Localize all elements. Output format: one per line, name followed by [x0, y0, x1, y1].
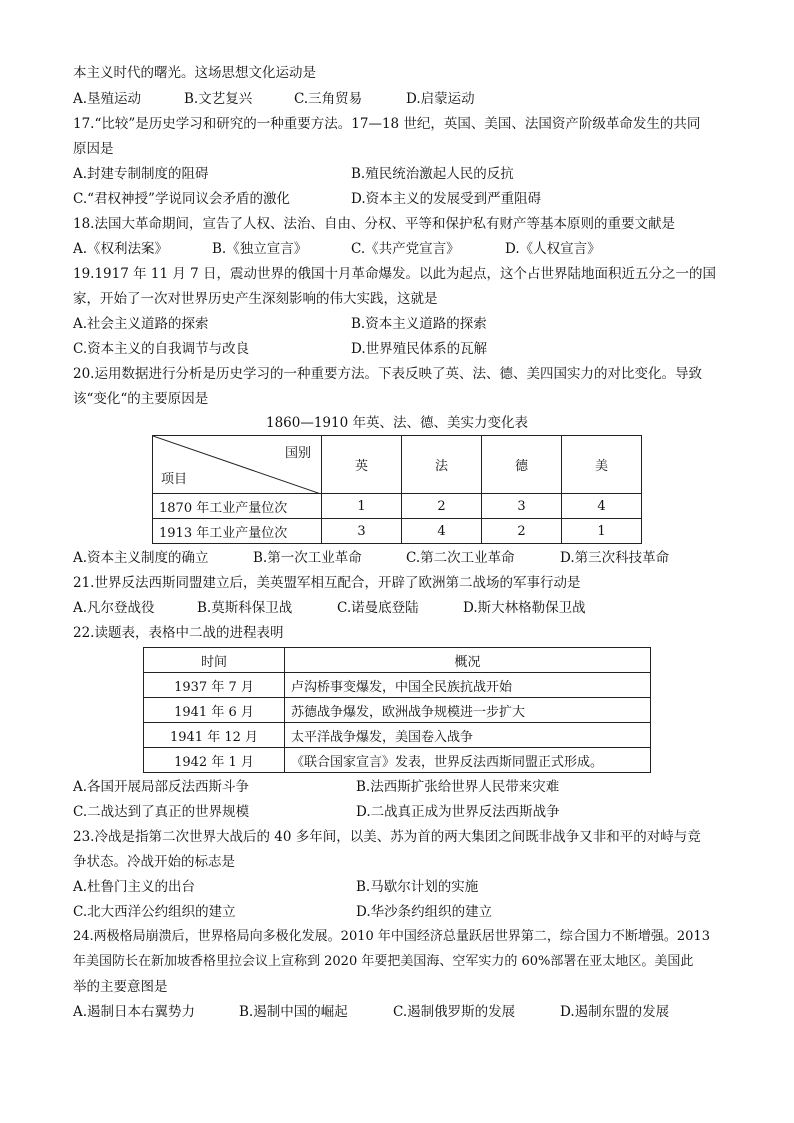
q22-option-c: C.二战达到了真正的世界规模	[73, 804, 250, 820]
table-row	[144, 748, 651, 773]
q24-stem-line2: 年美国防长在新加坡香格里拉会议上宣称到 2020 年要把美国海、空军实力的 60%部署在亚太地区。美国此	[73, 954, 694, 969]
q24-option-c: C.遏制俄罗斯的发展	[393, 1004, 516, 1020]
q23-stem-line2: 争状态。冷战开始的标志是	[73, 854, 235, 870]
q19-option-b: B.资本主义道路的探索	[351, 316, 487, 332]
q20-row-label: 1870 年工业产量位次	[153, 494, 322, 519]
q18-option-a: A.《权利法案》	[73, 241, 169, 257]
table-cell: 1941 年 12 月	[144, 723, 285, 748]
table-row	[144, 698, 651, 723]
q22-option-a: A.各国开展局部反法西斯斗争	[73, 779, 250, 795]
q21-option-c: C.诺曼底登陆	[337, 600, 419, 616]
q20-option-c: C.第二次工业革命	[406, 550, 515, 566]
table-cell: 1	[322, 494, 402, 519]
q16-option-c: C.三角贸易	[294, 91, 363, 107]
q20-header-item: 项目	[161, 472, 188, 487]
q20-col-header: 美	[562, 436, 642, 494]
table-cell: 1941 年 6 月	[144, 698, 285, 723]
q20-option-b: B.第一次工业革命	[253, 550, 362, 566]
q19-option-a: A.社会主义道路的探索	[73, 316, 209, 332]
table-cell: 苏德战争爆发，欧洲战争规模进一步扩大	[285, 698, 651, 723]
q17-stem-line2: 原因是	[73, 141, 114, 157]
table-row	[144, 723, 651, 748]
q20-option-a: A.资本主义制度的确立	[73, 550, 209, 566]
q20-table	[152, 435, 642, 544]
table-row	[144, 673, 651, 698]
q20-stem-line2: 该“变化“的主要原因是	[73, 391, 209, 407]
q23-option-d: D.华沙条约组织的建立	[356, 904, 493, 920]
table-cell: 3	[322, 519, 402, 544]
q17-option-c: C.“君权神授”学说同议会矛盾的激化	[73, 191, 290, 207]
table-cell: 3	[482, 494, 562, 519]
table-header-row	[144, 648, 651, 673]
q20-table-caption: 1860—1910 年英、法、德、美实力变化表	[265, 415, 528, 431]
q24-stem-line1: 24.两极格局崩溃后，世界格局向多极化发展。2010 年中国经济总量跃居世界第二，综合国力不断增强。2013	[73, 929, 710, 944]
q17-option-b: B.殖民统治激起人民的反抗	[351, 166, 514, 182]
q24-option-a: A.遏制日本右翼势力	[73, 1004, 196, 1020]
q17-option-a: A.封建专制制度的阻碍	[73, 166, 209, 182]
q16-option-b: B.文艺复兴	[184, 91, 253, 107]
q21-option-d: D.斯大林格勒保卫战	[463, 600, 586, 616]
table-cell: 2	[402, 494, 482, 519]
q17-option-d: D.资本主义的发展受到严重阻碍	[351, 191, 542, 207]
q21-option-a: A.凡尔登战役	[73, 600, 155, 616]
q18-option-b: B.《独立宣言》	[212, 241, 308, 257]
table-row	[153, 494, 642, 519]
q20-row-label: 1913 年工业产量位次	[153, 519, 322, 544]
q16-stem: 本主义时代的曙光。这场思想文化运动是	[73, 65, 316, 81]
table-cell: 卢沟桥事变爆发，中国全民族抗战开始	[285, 673, 651, 698]
q20-col-header: 英	[322, 436, 402, 494]
table-cell: 1937 年 7 月	[144, 673, 285, 698]
q20-stem-line1: 20.运用数据进行分析是历史学习的一种重要方法。下表反映了英、法、德、美四国实力的对比变化。导致	[73, 366, 702, 382]
q20-option-d: D.第三次科技革命	[560, 550, 670, 566]
q16-option-a: A.垦殖运动	[73, 91, 142, 107]
q24-option-b: B.遏制中国的崛起	[239, 1004, 348, 1020]
q23-option-c: C.北大西洋公约组织的建立	[73, 904, 236, 920]
q22-table	[143, 647, 651, 773]
q21-stem: 21.世界反法西斯同盟建立后，美英盟军相互配合，开辟了欧洲第二战场的军事行动是	[73, 575, 581, 591]
table-cell: 4	[402, 519, 482, 544]
table-cell: 2	[482, 519, 562, 544]
q20-col-header: 法	[402, 436, 482, 494]
q19-option-d: D.世界殖民体系的瓦解	[351, 341, 488, 357]
q19-stem-line2: 家，开始了一次对世界历史产生深刻影响的伟大实践，这就是	[73, 291, 438, 307]
table-cell: 太平洋战争爆发，美国卷入战争	[285, 723, 651, 748]
q18-option-c: C.《共产党宣言》	[351, 241, 460, 257]
q16-option-d: D.启蒙运动	[406, 91, 475, 107]
q17-stem-line1: 17.“比较”是历史学习和研究的一种重要方法。17—18 世纪，英国、美国、法国资产阶级革命发生的共同	[73, 116, 701, 132]
table-row	[153, 519, 642, 544]
q22-col-header-summary: 概况	[285, 648, 651, 673]
q24-stem-line3: 举的主要意图是	[73, 979, 168, 995]
q20-col-header: 德	[482, 436, 562, 494]
q18-option-d: D.《人权宣言》	[505, 241, 601, 257]
q23-option-b: B.马歇尔计划的实施	[356, 879, 479, 895]
q20-header-country: 国别	[284, 446, 311, 461]
table-cell: 1	[562, 519, 642, 544]
q23-stem-line1: 23.冷战是指第二次世界大战后的 40 多年间，以美、苏为首的两大集团之间既非战争又非和平的对峙与竞	[73, 829, 701, 845]
q19-stem-line1: 19.1917 年 11 月 7 日，震动世界的俄国十月革命爆发。以此为起点，这个占世界陆地面积近五分之一的国	[73, 266, 717, 282]
table-cell: 《联合国家宣言》发表，世界反法西斯同盟正式形成。	[285, 748, 651, 773]
q24-option-d: D.遏制东盟的发展	[560, 1004, 670, 1020]
q22-col-header-time: 时间	[144, 648, 285, 673]
q20-table-header-diagonal	[153, 436, 322, 494]
table-cell: 4	[562, 494, 642, 519]
table-cell: 1942 年 1 月	[144, 748, 285, 773]
q18-stem: 18.法国大革命期间，宣告了人权、法治、自由、分权、平等和保护私有财产等基本原则的重要文献是	[73, 216, 675, 232]
q22-stem: 22.读题表，表格中二战的进程表明	[73, 625, 284, 641]
q19-option-c: C.资本主义的自我调节与改良	[73, 341, 250, 357]
q21-option-b: B.莫斯科保卫战	[197, 600, 293, 616]
q22-option-b: B.法西斯扩张给世界人民带来灾难	[356, 779, 560, 795]
q22-option-d: D.二战真正成为世界反法西斯战争	[356, 804, 560, 820]
q23-option-a: A.杜鲁门主义的出台	[73, 879, 196, 895]
